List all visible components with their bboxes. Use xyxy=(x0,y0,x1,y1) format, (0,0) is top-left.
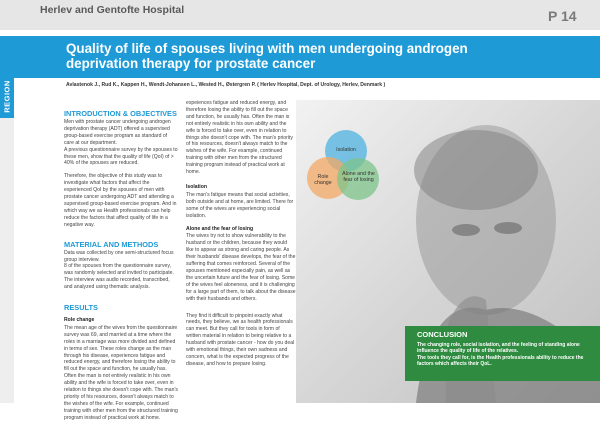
region-label: REGION xyxy=(2,80,12,113)
role-change-continued: expeiences fatigue and reduced energy, and therefore losing the ability to fill out the space and function, he usually has. Often the man is not entirely realistic in his own ability and the wife is forced to take over, even in relation to things she doesn't cope with. The man's priority of his resources, doesn't always match to the wishes of the wife. For example, continued training with other men from the structured training program instead of practical work at home. xyxy=(186,100,293,176)
methods-paragraph-2: 8 of the spouses from the questionnaire survey, was randomly selected and invited to participate. The interview was audio recorded, transcribed, and analyzed using thematic analysis. xyxy=(64,263,174,291)
role-change-text: The mean age of the wives from the questionnaire survey was 69, and married at a time where the roles in a marriage was more divided and defined in terms of sex. These roles change as the man through his disease, experiences fatigue and reduced energy, and therefore losing the ability to fill out the space and function, he usually has. Often the man is not entirely realistic in his own ability and the wife is forced to take over, even in relation to things she doesn't cope with. The man's priority of his resources, doesn't always match to the wishes of the wife. For example, continued training with other men from the structured training program instead of practical work at home. xyxy=(64,324,178,421)
isolation-heading: Isolation xyxy=(186,184,207,190)
results-heading: RESULTS xyxy=(64,303,98,313)
authors-line: Avlastenok J., Rud K., Kappen H., Wendt-Johansen L., Wested H., Østergren P. ( Herlev Hospital, Dept. of Urology, Herlev, Denmark ) xyxy=(66,82,386,88)
venn-label-role-change: Role change xyxy=(314,174,332,187)
hospital-name: Herlev and Gentofte Hospital xyxy=(40,4,185,16)
conclusion-text-2: The tools they call for, is the Health professionals ability to reduce the factors which affects their QoL. xyxy=(417,354,584,367)
methods-heading: MATERIAL AND METHODS xyxy=(64,239,159,249)
intro-paragraph-2: A previous questionnaire survey by the spouses to these men, show that the quality of life (QoI) of > 40% of the spouses are reduced. xyxy=(64,146,178,167)
role-change-heading: Role change xyxy=(64,317,95,324)
conclusion-text-1: The changing role, social isolation, and the feeling of standing alone influence the quality of life of the relatives. xyxy=(417,342,580,355)
poster-number: P 14 xyxy=(548,8,577,24)
intro-paragraph-3: Therefore, the objective of this study was to investigate what factors that affect the experienced QoI by the spouses of men with prostate cancer undergoing ADT and attending a supervised group-based exercise program. And in which way we as Health professionals can help reduce the factors that affect quality of life in a negative way. xyxy=(64,173,177,228)
left-strip xyxy=(0,118,14,403)
fear-heading: Alone and the fear of losing xyxy=(186,225,254,232)
methods-paragraph-1: Data was collected by one semi-structured focus group interview. xyxy=(64,249,174,263)
intro-paragraph-1: Men with prostate cancer undergoing androgen deprivation therapy (ADT) offered a supervised group-based exercise program as standard of care at our department. xyxy=(64,119,171,146)
isolation-text: The man's fatigue means that social activities, both outside and at home, are limited. There for some of the wives are experiencing social isolation. xyxy=(186,191,294,219)
final-results-text: They find it difficult to pinpoint exactly what needs, they believe, we as health professionals can meet. But they call for tools in form of written material in relation to being relative to a husband with prostate cancer - how do you deal with emotional things, their own sadness and concern, what is the expected progress of the disease, and how to prepare losing. xyxy=(186,312,295,367)
column-middle xyxy=(186,100,296,374)
intro-heading: INTRODUCTION & OBJECTIVES xyxy=(64,109,177,118)
region-tab xyxy=(0,78,14,118)
fear-text: The wives try not to show vulnerability to the husband or the children, because they would like to appear as strong and caring people. As their husbands' disease develops, the fear of the suffering that comes reinforced. Several of the spouses mentioned especially pain, as well as the uncertain future and the fear of losing. Some of the wives feel aloneness, and it is challenging for a large part of them, to talk about the disease with their husbands and others. xyxy=(186,233,296,302)
column-left xyxy=(64,109,178,421)
venn-label-isolation: Isolation xyxy=(336,147,356,153)
conclusion-box xyxy=(405,326,600,381)
title-line-2: deprivation therapy for prostate cancer xyxy=(66,56,316,71)
venn-label-alone: Alone and the fear of losing xyxy=(342,171,375,184)
title-line-1: Quality of life of spouses living with men undergoing androgen xyxy=(66,41,468,56)
conclusion-heading: CONCLUSION xyxy=(417,330,468,339)
